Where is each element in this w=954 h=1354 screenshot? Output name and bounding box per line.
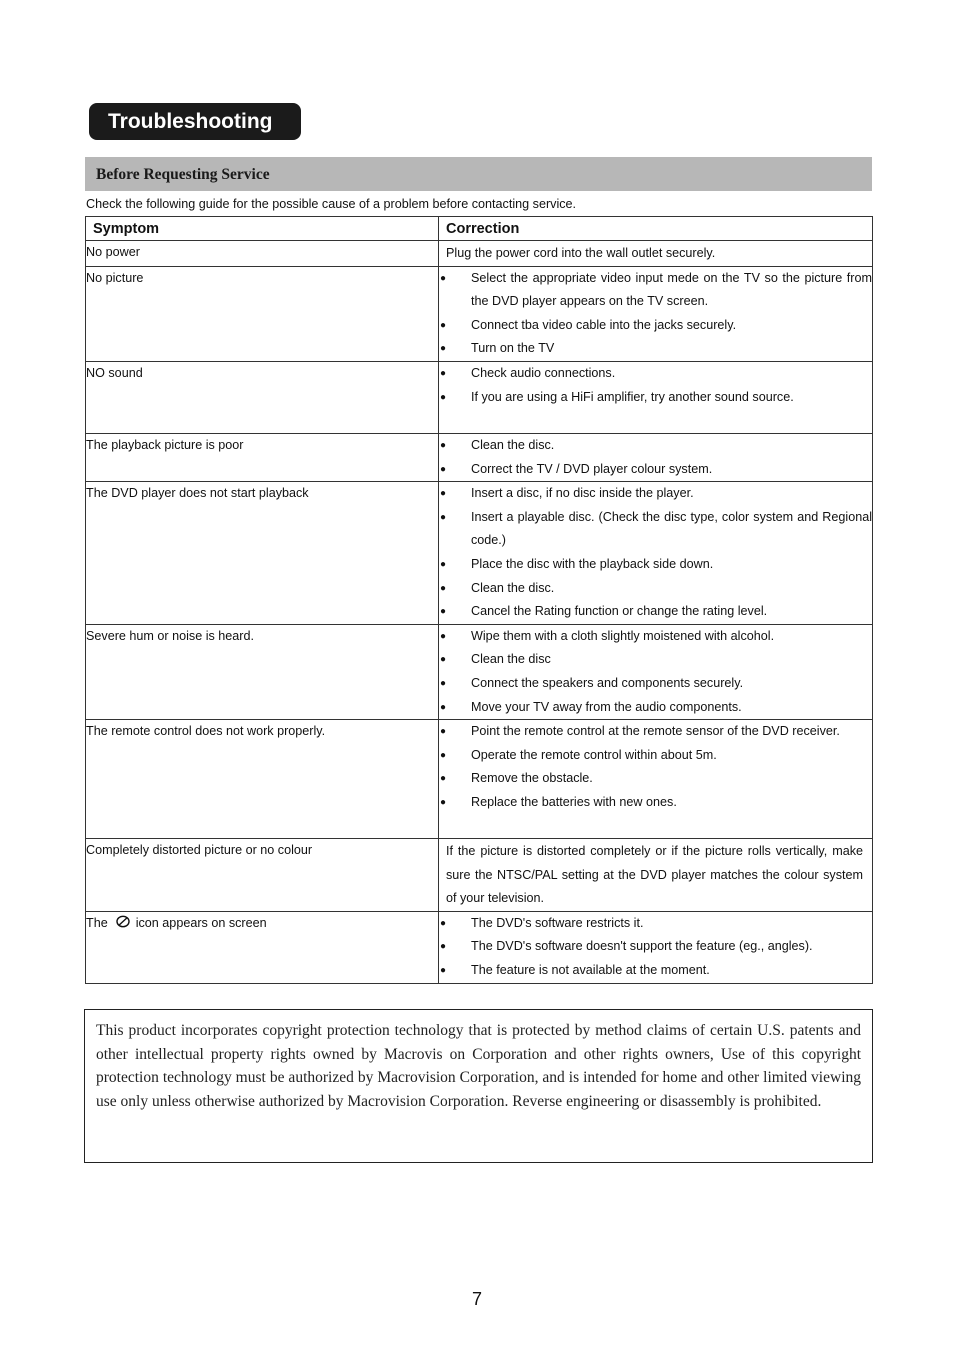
bullet-icon: ● — [440, 677, 447, 689]
bullet-icon: ● — [440, 488, 447, 500]
bullet-icon: ● — [440, 463, 447, 475]
symptom-text-prefix: The — [86, 915, 108, 930]
bullet-icon: ● — [440, 343, 447, 355]
bullet-icon: ● — [440, 630, 447, 642]
section-heading: Before Requesting Service — [85, 157, 872, 191]
correction-item — [439, 767, 872, 791]
correction-item — [439, 912, 872, 936]
correction-text: The DVD's software doesn't support the feature (eg., angles). — [471, 939, 813, 954]
copyright-notice: This product incorporates copyright protection technology that is protected by method claims of certain U.S. patents and other intellectual property rights owned by Macrovis on Corporation and other rights owners, Use of this copyright protection technology must be authorized by Macrovision Corporation, and is intended for home and other limited viewing use only unless otherwise authorized by Macrovision Corporation. Reverse engineering or disassembly is prohibited. — [84, 1009, 873, 1163]
bullet-icon: ● — [440, 701, 447, 713]
bullet-icon: ● — [440, 749, 447, 761]
symptom-text: No picture — [86, 270, 144, 285]
correction-item — [439, 720, 872, 744]
correction-text: Cancel the Rating function or change the rating level. — [471, 604, 768, 619]
symptom-text: Severe hum or noise is heard. — [86, 628, 255, 643]
correction-text: Insert a playable disc. (Check the disc type, color system and Regional code.) — [471, 509, 872, 548]
correction-text: The feature is not available at the moment. — [471, 963, 710, 978]
correction-text: Insert a disc, if no disc inside the player. — [471, 486, 694, 501]
bullet-icon: ● — [440, 941, 447, 953]
bullet-icon: ● — [440, 654, 447, 666]
correction-item — [439, 935, 872, 959]
symptom-text: The DVD player does not start playback — [86, 486, 309, 501]
symptom-text: The remote control does not work properly. — [86, 724, 326, 739]
symptom-cell — [86, 361, 439, 433]
symptom-cell — [86, 433, 439, 481]
symptom-header: Symptom — [86, 217, 439, 241]
correction-item — [439, 506, 872, 553]
table-row — [86, 482, 873, 625]
symptom-cell — [86, 839, 439, 912]
correction-header: Correction — [439, 217, 873, 241]
correction-text: Operate the remote control within about 5m. — [471, 747, 717, 762]
correction-item — [439, 577, 872, 601]
correction-cell — [439, 361, 873, 433]
correction-cell — [439, 241, 873, 267]
correction-text: If you are using a HiFi amplifier, try another sound source. — [471, 389, 794, 404]
correction-text: Remove the obstacle. — [471, 771, 593, 786]
table-row — [86, 266, 873, 361]
correction-text: Correct the TV / DVD player colour system. — [471, 461, 713, 476]
table-row — [86, 624, 873, 719]
correction-text: Clean the disc — [471, 652, 551, 667]
correction-text: Move your TV away from the audio components. — [471, 699, 742, 714]
correction-cell — [439, 839, 873, 912]
correction-item — [439, 696, 872, 720]
symptom-text: No power — [86, 245, 140, 259]
symptom-text: Completely distorted picture or no colour — [86, 843, 313, 858]
correction-item — [439, 625, 872, 649]
bullet-icon: ● — [440, 965, 447, 977]
bullet-icon: ● — [440, 391, 447, 403]
symptom-cell — [86, 241, 439, 267]
table-row — [86, 241, 873, 267]
symptom-text-suffix: icon appears on screen — [135, 915, 267, 930]
correction-cell — [439, 911, 873, 983]
symptom-text: NO sound — [86, 365, 143, 380]
correction-text: Plug the power cord into the wall outlet securely. — [446, 246, 716, 260]
table-row — [86, 361, 873, 433]
correction-text: Wipe them with a cloth slightly moistened with alcohol. — [471, 628, 775, 643]
table-row — [86, 839, 873, 912]
troubleshooting-table — [85, 216, 873, 984]
correction-text: Connect tba video cable into the jacks securely. — [471, 317, 737, 332]
symptom-cell — [86, 482, 439, 625]
symptom-cell — [86, 624, 439, 719]
table-row — [86, 911, 873, 983]
correction-item — [439, 600, 872, 624]
bullet-icon: ● — [440, 319, 447, 331]
correction-text: Point the remote control at the remote sensor of the DVD receiver. — [471, 724, 840, 739]
correction-item — [439, 362, 872, 386]
correction-item — [439, 482, 872, 506]
no-entry-icon — [116, 914, 130, 928]
correction-text: If the picture is distorted completely or if the picture rolls vertically, make sure the NTSC/PAL setting at the DVD player matches the colour system of your television. — [446, 844, 863, 906]
page-title: Troubleshooting — [89, 103, 301, 140]
correction-item — [439, 959, 872, 983]
correction-text: Turn on the TV — [471, 341, 555, 356]
symptom-cell — [86, 911, 439, 983]
bullet-icon: ● — [440, 511, 447, 523]
correction-text: Clean the disc. — [471, 437, 555, 452]
bullet-icon: ● — [440, 272, 447, 284]
table-header-row — [86, 217, 873, 241]
bullet-icon: ● — [440, 773, 447, 785]
bullet-icon: ● — [440, 367, 447, 379]
correction-item — [439, 791, 872, 815]
bullet-icon: ● — [440, 558, 447, 570]
correction-text: Replace the batteries with new ones. — [471, 794, 677, 809]
correction-text: Connect the speakers and components securely. — [471, 675, 744, 690]
correction-cell — [439, 433, 873, 481]
bullet-icon: ● — [440, 439, 447, 451]
symptom-cell — [86, 266, 439, 361]
bullet-icon: ● — [440, 917, 447, 929]
table-row — [86, 433, 873, 481]
correction-text: The DVD's software restricts it. — [471, 915, 644, 930]
correction-cell — [439, 720, 873, 839]
correction-cell — [439, 482, 873, 625]
correction-text: Clean the disc. — [471, 580, 555, 595]
page-number: 7 — [471, 1289, 482, 1309]
symptom-text: The playback picture is poor — [86, 437, 244, 452]
bullet-icon: ● — [440, 796, 447, 808]
correction-cell — [439, 624, 873, 719]
correction-item — [439, 267, 872, 314]
correction-text: Place the disc with the playback side down. — [471, 556, 714, 571]
correction-item — [439, 337, 872, 361]
correction-item — [439, 458, 872, 482]
bullet-icon: ● — [440, 606, 447, 618]
table-row — [86, 720, 873, 839]
bullet-icon: ● — [440, 582, 447, 594]
intro-text: Check the following guide for the possible cause of a problem before contacting service. — [86, 197, 577, 211]
correction-item — [439, 648, 872, 672]
symptom-cell — [86, 720, 439, 839]
correction-item — [439, 553, 872, 577]
correction-text: Select the appropriate video input mede on the TV so the picture from the DVD player appears on the TV screen. — [471, 270, 872, 309]
correction-item — [439, 434, 872, 458]
correction-text: Check audio connections. — [471, 365, 616, 380]
correction-item — [439, 672, 872, 696]
correction-item — [439, 744, 872, 768]
correction-item — [439, 314, 872, 338]
correction-item — [439, 386, 872, 410]
bullet-icon: ● — [440, 726, 447, 738]
correction-cell — [439, 266, 873, 361]
